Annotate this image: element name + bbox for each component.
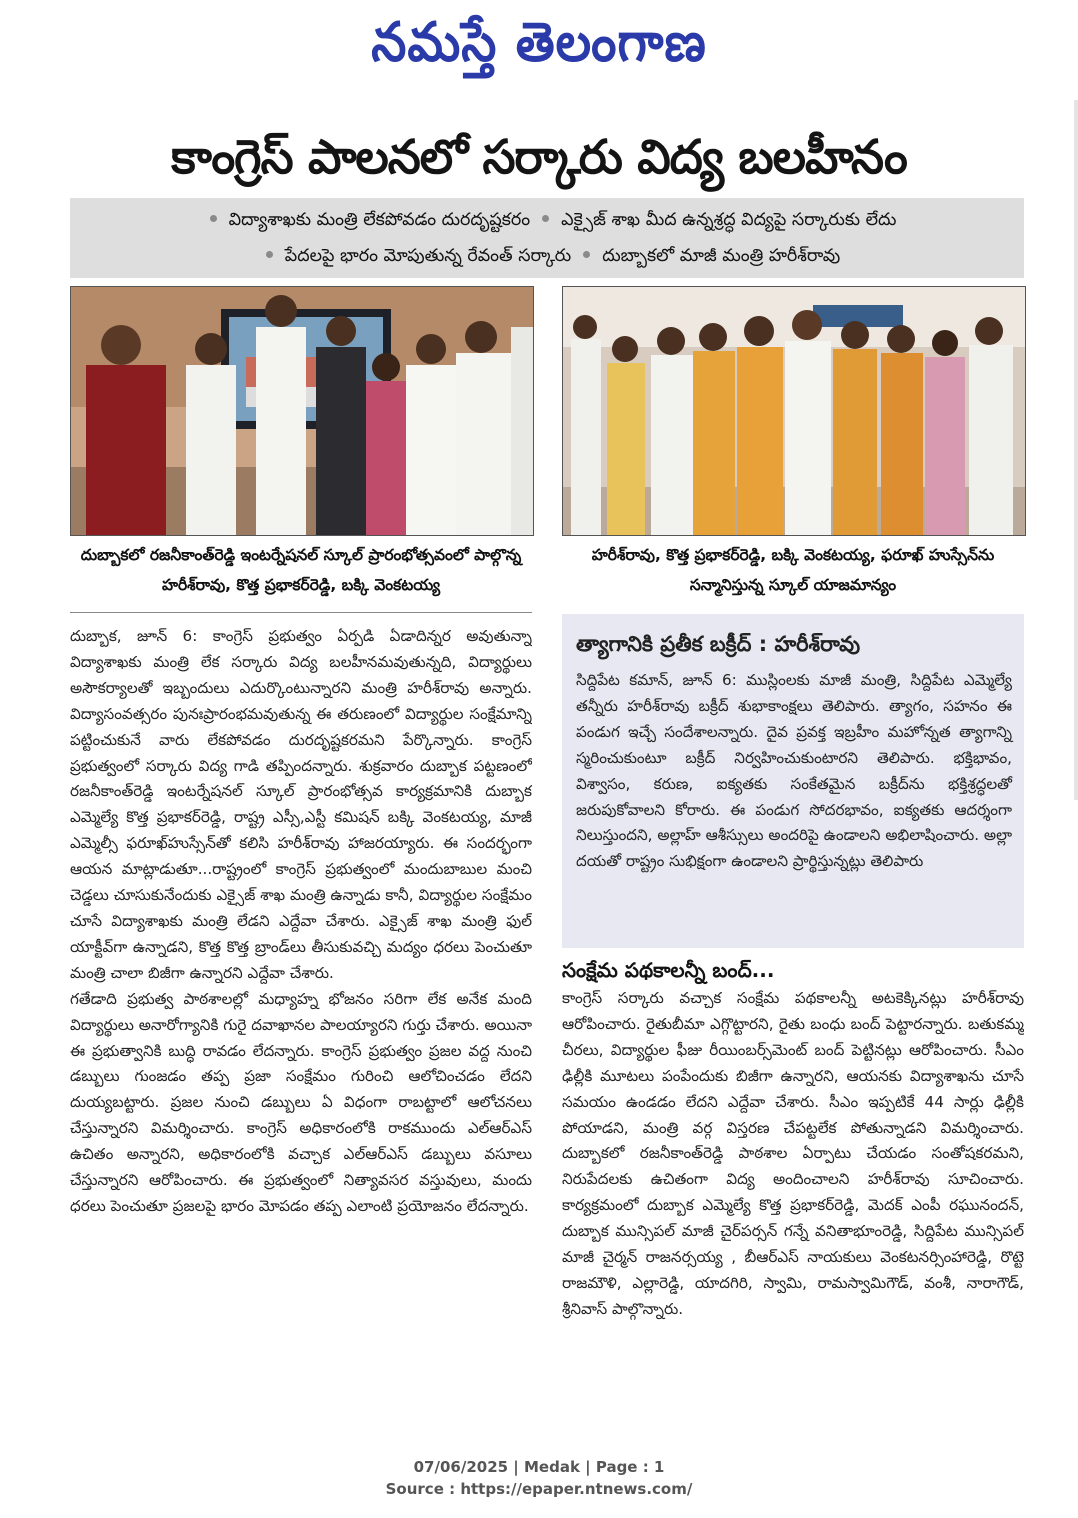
- highlights-box: [70, 198, 1024, 278]
- footer-source: Source : https://epaper.ntnews.com/: [385, 1480, 693, 1498]
- page-headline: [0, 118, 1078, 200]
- highlights-row-1: [70, 202, 1024, 238]
- bullet-icon: [583, 251, 590, 258]
- column-divider: [70, 612, 532, 613]
- photo-school-inauguration: [70, 286, 534, 536]
- sidebar-body: సిద్దిపేట కమాన్, జూన్ 6: ముస్లింలకు మాజీ మంత్రి, సిద్దిపేట ఎమ్మెల్యే తన్నీరు హరీశ్‌రావు బక్రీద్ శుభాకాంక్షలు తెలిపారు. త్యాగం, సహనం ఈ పండుగ ఇచ్చే సందేశాలన్నారు. దైవ ప్రవక్త ఇబ్రహీం మహోన్నత త్యాగాన్ని స్మరించుకుంటూ బక్రీద్ నిర్వహించుకుంటారని తెలిపారు. భక్తిభావం, విశ్వాసం, కరుణ, ఐక్యతకు సంకేతమైన బక్రీద్‌ను భక్తిశ్రద్ధలతో జరుపుకోవాలని కోరారు. ఈ పండుగ సోదరభావం, ఐక్యతకు ఆదర్శంగా నిలుస్తుందని, అల్లాహ్ ఆశీస్సులు అందరిపై ఉండాలని అభిలాషించారు. అల్లా దయతో రాష్ట్రం సుభిక్షంగా ఉండాలని ప్రార్థిస్తున్నట్లు తెలిపారు: [576, 671, 1012, 871]
- sidebar-title: త్యాగానికి ప్రతీక బక్రీద్ : హరీశ్‌రావు: [576, 632, 861, 656]
- photo-caption-left: దుబ్బాకలో రజనీకాంత్‌రెడ్డి ఇంటర్నేషనల్ స్కూల్ ప్రారంభోత్సవంలో పాల్గొన్న హరీశ్‌రావు, కొత్త ప్రభాకర్‌రెడ్డి, బక్కి వెంకటయ్య: [80, 546, 522, 594]
- footer-date-edition: 07/06/2025 | Medak | Page : 1: [413, 1458, 665, 1476]
- highlights-row-2: [70, 238, 1024, 274]
- main-article: [70, 624, 532, 1384]
- page-edge-divider: [1074, 100, 1078, 800]
- masthead-title: నమస్తే తెలంగాణ: [371, 9, 707, 74]
- second-story-title: సంక్షేమ పథకాలన్నీ బంద్...: [562, 958, 775, 982]
- article-paragraph: గతేడాది ప్రభుత్వ పాఠశాలల్లో మధ్యాహ్న భోజనం సరిగా లేక అనేక మంది విద్యార్థులు అనారోగ్యానికి గురై దవాఖానల పాలయ్యారని గుర్తు చేశారు. అయినా ఈ ప్రభుత్వానికి బుద్ధి రావడం లేదన్నారు. కాంగ్రెస్ ప్రభుత్వం ప్రజల వద్ద నుంచి డబ్బులు గుంజడం తప్ప ప్రజా సంక్షేమం గురించి ఆలోచించడం లేదని దుయ్యబట్టారు. ప్రజల నుంచి డబ్బులు ఏ విధంగా రాబట్టాలో ఆలోచనలు చేస్తున్నారని విమర్శించారు. కాంగ్రెస్ అధికారంలోకి రాకముందు ఎల్‌ఆర్‌ఎస్ ఉచితం అన్నారని, అధికారంలోకి వచ్చాక ఎల్‌ఆర్‌ఎస్ డబ్బులు వసూలు చేస్తున్నారని ఆరోపించారు. ఈ ప్రభుత్వంలో నిత్యావసర వస్తువులు, మందు ధరలు పెంచుతూ ప్రజలపై భారం మోపడం తప్ప ఎలాంటి ప్రయోజనం లేదన్నారు.: [70, 989, 532, 1215]
- bullet-icon: [266, 251, 273, 258]
- second-story: [562, 986, 1024, 1386]
- photo-school-inauguration-image: [71, 287, 533, 535]
- highlight-item: దుబ్బాకలో మాజీ మంత్రి హరీశ్‌రావు: [602, 246, 841, 266]
- masthead: [0, 8, 1078, 80]
- photo-caption-right: హరీశ్‌రావు, కొత్త ప్రభాకర్‌రెడ్డి, బక్కి వెంకటయ్య, ఫరూఖ్ హుస్సేన్‌ను సన్మానిస్తున్న స్కూల్ యాజమాన్యం: [591, 546, 995, 594]
- bullet-icon: [210, 215, 217, 222]
- headline-text: కాంగ్రెస్ పాలనలో సర్కారు విద్య బలహీనం: [171, 130, 907, 185]
- bullet-icon: [542, 215, 549, 222]
- bakrid-sidebar-box: [562, 614, 1024, 948]
- photo-felicitation-image: [563, 287, 1025, 535]
- highlight-item: ఎక్సైజ్ శాఖ మీద ఉన్నశ్రద్ధ విద్యపై సర్కారుకు లేదు: [561, 210, 897, 230]
- highlight-item: విద్యాశాఖకు మంత్రి లేకపోవడం దురదృష్టకరం: [228, 210, 531, 230]
- second-story-body: కాంగ్రెస్ సర్కారు వచ్చాక సంక్షేమ పథకాలన్నీ అటకెక్కినట్లు హరీశ్‌రావు ఆరోపించారు. రైతుబీమా ఎగ్గొట్టారని, రైతు బంధు బంద్ పెట్టారన్నారు. బతుకమ్మ చీరలు, విద్యార్థుల ఫీజు రీయింబర్స్‌మెంట్ బంద్ పెట్టినట్లు ఆరోపించారు. సీఎం ఢిల్లీకి మూటలు పంపేందుకు బిజీగా ఉన్నారని, ఆయనకు విద్యాశాఖను చూసే సమయం ఉండడం లేదని ఎద్దేవా చేశారు. సీఎం ఇప్పటికే 44 సార్లు ఢిల్లీకి పోయాడని, మంత్రి వర్గ విస్తరణ చేపట్టలేక పోతున్నాడని విమర్శించారు. దుబ్బాకలో రజనీకాంత్‌రెడ్డి పాఠశాల ఏర్పాటు చేయడం సంతోషకరమని, నిరుపేదలకు ఉచితంగా విద్య అందించాలని హరీశ్‌రావు సూచించారు. కార్యక్రమంలో దుబ్బాక ఎమ్మెల్యే కొత్త ప్రభాకర్‌రెడ్డి, మెదక్ ఎంపీ రఘునందన్, దుబ్బాక మున్సిపల్ మాజీ చైర్‌పర్సన్ గన్నే వనితాభూంరెడ్డి, సిద్దిపేట మున్సిపల్ మాజీ చైర్మన్ రాజనర్సయ్య , బీఆర్‌ఎస్ నాయకులు వెంకటనర్సింహారెడ్డి, రొట్టె రాజమౌళి, ఎల్లారెడ్డి, యాదగిరి, స్వామి, రామస్వామిగౌడ్, వంశీ, నారాగౌడ్, శ్రీనివాస్ పాల్గొన్నారు.: [562, 989, 1024, 1318]
- article-paragraph: దుబ్బాక, జూన్ 6: కాంగ్రెస్ ప్రభుత్వం ఏర్పడి ఏడాదిన్నర అవుతున్నా విద్యాశాఖకు మంత్రి లేక సర్కారు విద్య బలహీనమవుతున్నది, విద్యార్థులు అసౌకర్యాలతో ఇబ్బందులు ఎదుర్కొంటున్నారని మంత్రి హరీశ్‌రావు అన్నారు. విద్యాసంవత్సరం పునఃప్రారంభమవుతున్న ఈ తరుణంలో విద్యార్థుల సంక్షేమాన్ని పట్టించుకునే వారు లేకపోవడం దురదృష్టకరమని పేర్కొన్నారు. కాంగ్రెస్ ప్రభుత్వంలో సర్కారు విద్య గాడి తప్పిందన్నారు. శుక్రవారం దుబ్బాక పట్టణంలో రజనీకాంత్‌రెడ్డి ఇంటర్నేషనల్ స్కూల్ ప్రారంభోత్సవ కార్యక్రమానికి దుబ్బాక ఎమ్మెల్యే కొత్త ప్రభాకర్‌రెడ్డి, రాష్ట్ర ఎస్సీ,ఎస్టీ కమిషన్ బక్కి వెంకటయ్య, మాజీ ఎమ్మెల్సీ ఫరూఖ్‌హుస్సేన్‌తో కలిసి హరీశ్‌రావు హాజరయ్యారు. ఈ సందర్భంగా ఆయన మాట్లాడుతూ...రాష్ట్రంలో కాంగ్రెస్ ప్రభుత్వంలో మందుబాబుల మంచి చెడ్డలు చూసుకునేందుకు ఎక్సైజ్ శాఖ మంత్రి ఉన్నాడు కానీ, విద్యార్థుల సంక్షేమం చూసే విద్యాశాఖకు మంత్రి లేడని ఎద్దేవా చేశారు. ఎక్సైజ్ శాఖ మంత్రి ఫుల్ యాక్టీవ్‌గా ఉన్నాడని, కొత్త కొత్త బ్రాండ్‌లు తీసుకువచ్చి మద్యం ధరలు పెంచుతూ మంత్రి చాలా బిజీగా ఉన్నారని ఎద్దేవా చేశారు.: [70, 627, 532, 982]
- highlight-item: పేదలపై భారం మోపుతున్న రేవంత్ సర్కారు: [284, 246, 572, 266]
- photo-felicitation: [562, 286, 1026, 536]
